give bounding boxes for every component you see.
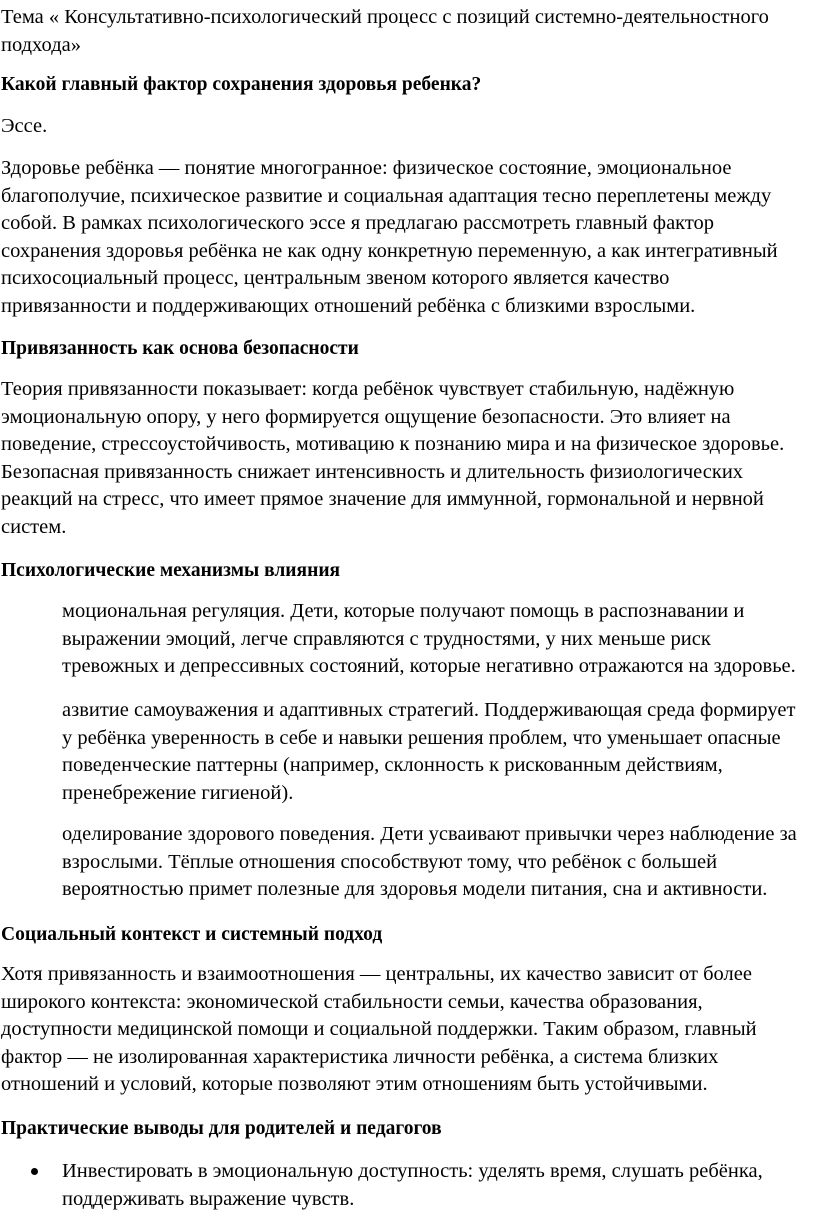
section-heading-social-context (1, 923, 816, 947)
text-line: доступности медицинской помощи и социальной поддержки. Таким образом, главный (1, 1018, 757, 1040)
intro-paragraph (1, 155, 816, 320)
section-heading-text: Социальный контекст и системный подход (1, 924, 383, 945)
text-line: Инвестировать в эмоциональную доступность: уделять время, слушать ребёнка, (62, 1160, 763, 1182)
text-line: тревожных и депрессивных состояний, которые негативно отражаются на здоровье. (62, 655, 796, 677)
text-line: собой. В рамках психологического эссе я предлагаю рассмотреть главный фактор (1, 212, 715, 234)
text-line: фактор — не изолированная характеристика личности ребёнка, а система близких (1, 1045, 719, 1068)
text-line: поведение, стрессоустойчивость, мотивацию к познанию мира и на физическое здоровье. (1, 433, 785, 455)
mechanism-item-self-esteem (62, 697, 816, 807)
text-line: Безопасная привязанность снижает интенсивность и длительность физиологических (1, 460, 744, 483)
text-line: Теория привязанности показывает: когда ребёнок чувствует стабильную, надёжную (1, 378, 735, 400)
genre-label (1, 113, 816, 141)
section-heading-attachment (1, 337, 816, 361)
question-heading (1, 73, 816, 97)
text-line: поддерживать выражение чувств. (62, 1187, 355, 1210)
text-line: Хотя привязанность и взаимоотношения — центральны, их качество зависит от более (1, 963, 752, 985)
text-line: привязанности и поддерживающих отношений ребёнка с близкими взрослыми. (1, 294, 696, 317)
text-line: оделирование здорового поведения. Дети усваивают привычки через наблюдение за (62, 823, 797, 845)
section-heading-text: Психологические механизмы влияния (1, 560, 341, 581)
text-line: у ребёнка уверенность в себе и навыки решения проблем, что уменьшает опасные (62, 726, 781, 749)
list-item-text (62, 1158, 802, 1213)
topic-line: Тема « Консультативно-психологический процесс с позиций системно-деятельностного (1, 6, 769, 28)
text-line: поведенческие паттерны (например, склонность к рискованным действиям, (62, 754, 723, 776)
text-line: психосоциальный процесс, центральным звеном которого является качество (1, 267, 670, 289)
topic-line: подхода» (1, 33, 81, 56)
text-line: Здоровье ребёнка — понятие многогранное: физическое состояние, эмоциональное (1, 157, 732, 179)
question-text: Какой главный фактор сохранения здоровья ребенка? (1, 74, 482, 95)
text-line: реакций на стресс, что имеет прямое значение для иммунной, гормональной и нервной (1, 488, 764, 510)
text-line: взрослыми. Тёплые отношения способствуют тому, что ребёнок с большей (62, 850, 718, 873)
text-line: вероятностью примет полезные для здоровья модели питания, сна и активности. (62, 878, 768, 900)
section-heading-mechanisms (1, 559, 816, 583)
attachment-paragraph (1, 376, 816, 541)
bullet-icon (31, 1168, 38, 1175)
genre-text: Эссе. (1, 115, 48, 137)
section-heading-text: Привязанность как основа безопасности (1, 338, 359, 359)
topic-title (1, 4, 816, 59)
section-heading-text: Практические выводы для родителей и педагогов (1, 1118, 442, 1139)
mechanism-item-modeling (62, 821, 816, 904)
mechanism-item-emotional-regulation (62, 598, 816, 681)
text-line: отношений и условий, которые позволяют этим отношениям быть устойчивыми. (1, 1073, 708, 1095)
text-line: благополучие, психическое развитие и социальная адаптация тесно переплетены между (1, 184, 772, 207)
text-line: систем. (1, 515, 67, 538)
text-line: выражении эмоций, легче справляются с трудностями, у них меньше риск (62, 627, 711, 650)
section-heading-practical (1, 1117, 816, 1141)
text-line: сохранения здоровья ребёнка не как одну конкретную переменную, а как интегративный (1, 239, 778, 262)
text-line: эмоциональную опору, у него формируется ощущение безопасности. Это влияет на (1, 405, 731, 428)
social-context-paragraph (1, 961, 816, 1099)
text-line: моциональная регуляция. Дети, которые получают помощь в распознавании и (62, 600, 745, 622)
text-line: пренебрежение гигиеной). (62, 781, 294, 804)
text-line: азвитие самоуважения и адаптивных стратегий. Поддерживающая среда формирует (62, 699, 796, 721)
text-line: широкого контекста: экономической стабильности семьи, качества образования, (1, 990, 703, 1013)
